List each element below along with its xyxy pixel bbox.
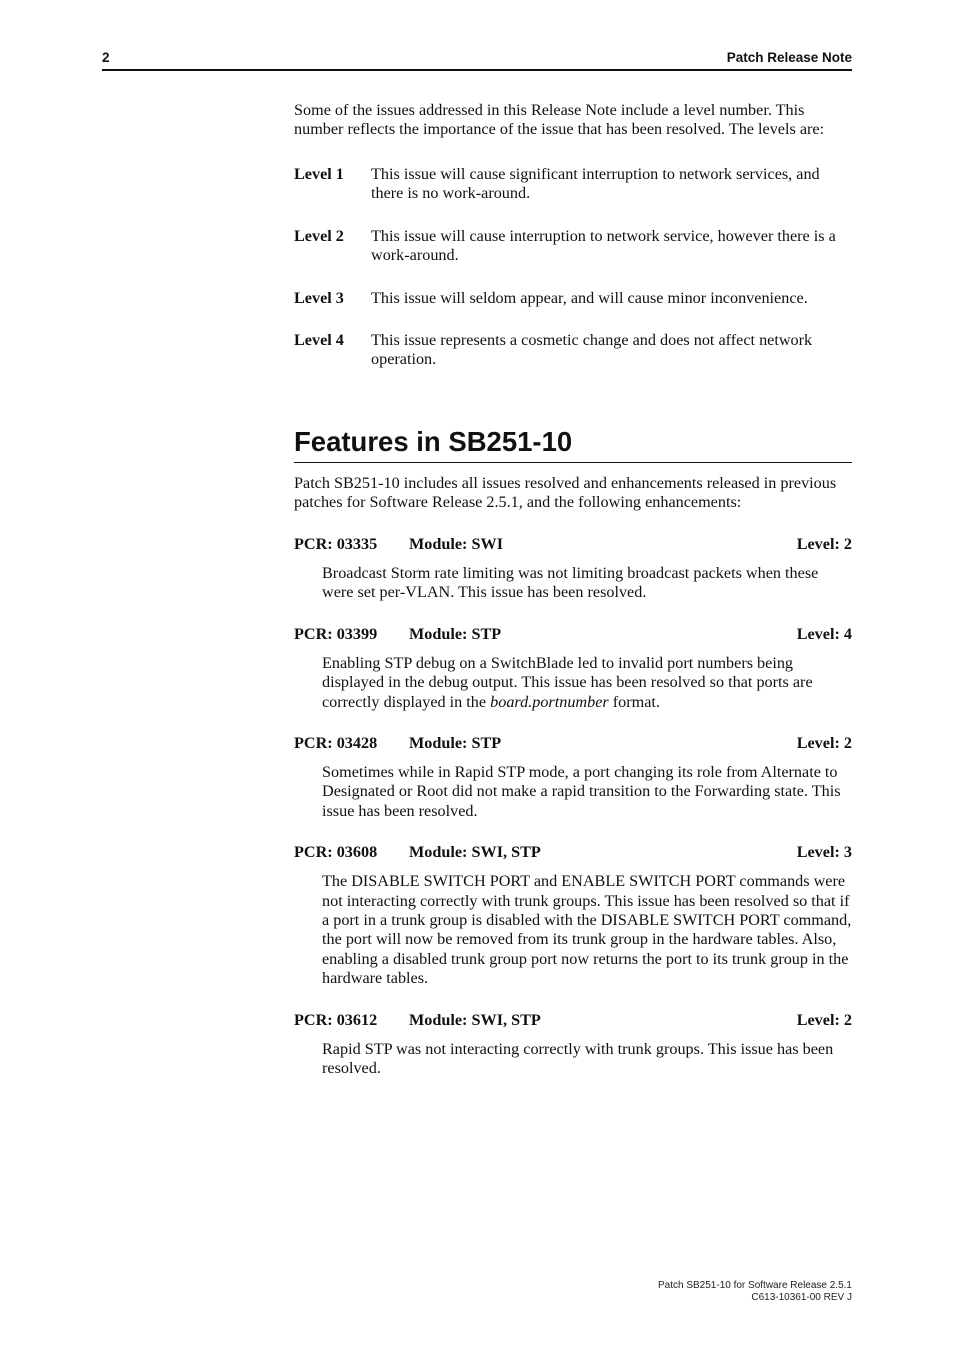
pcr-header [294,843,852,862]
pcr-level: Level: 4 [796,624,852,643]
level-definitions [294,165,852,393]
pcr-description: Broadcast Storm rate limiting was not limiting broadcast packets when these were set per-VLAN. This issue has been resolved. [322,564,819,602]
page-header [102,48,852,71]
pcr-id: PCR: 03399 [294,624,378,643]
level-row [294,165,852,204]
pcr-description: The DISABLE SWITCH PORT and ENABLE SWITCH PORT commands were not interacting correctly with trunk groups. This issue has been resolved so that if a port in a trunk group is disabled with the DISABLE SWITCH PORT command, the port will now be removed from its trunk group in the hardware tables. Also, enabling a disabled trunk group port now returns the port to its trunk group in the hardware tables. [322,872,852,988]
pcr-module: Module: SWI, STP [409,1010,541,1029]
running-title: Patch Release Note [726,50,852,65]
pcr-description-text: format. [608,692,660,711]
footer-line: Patch SB251-10 for Software Release 2.5.1 [657,1280,852,1291]
pcr-header [294,625,852,644]
section-title: Features in SB251-10 [294,422,852,463]
pcr-level: Level: 2 [796,1010,852,1029]
pcr-description-emphasis: board.portnumber [490,692,609,711]
section-intro: Patch SB251-10 includes all issues resolved and enhancements released in previous patches for Software Release 2.5.1, and the following enhancements: [294,474,837,512]
level-name: Level 3 [294,288,344,307]
pcr-header [294,535,852,554]
pcr-description-text: Enabling STP debug on a SwitchBlade led to invalid port numbers being displayed in the debug output. This issue has been resolved so that ports are correctly displayed in the [322,653,813,711]
level-description: This issue represents a cosmetic change and does not affect network operation. [371,331,813,369]
level-name: Level 2 [294,226,344,245]
page-number: 2 [102,50,110,65]
pcr-module: Module: STP [409,734,502,753]
pcr-module: Module: SWI, STP [409,843,541,862]
pcr-description [322,654,852,712]
level-description: This issue will cause interruption to network service, however there is a work-around. [371,226,836,265]
pcr-description: Rapid STP was not interacting correctly with trunk groups. This issue has been resolved. [322,1039,834,1078]
footer-line: C613-10361-00 REV J [751,1292,852,1303]
level-name: Level 1 [294,165,344,183]
level-row [294,331,852,370]
level-row [294,227,852,266]
intro-paragraph: Some of the issues addressed in this Release Note include a level number. This number reflects the importance of the issue that has been resolved. The levels are: [294,101,825,139]
pcr-level: Level: 3 [796,843,852,862]
pcr-level: Level: 2 [796,535,852,553]
pcr-header [294,1011,852,1030]
pcr-id: PCR: 03428 [294,734,378,753]
pcr-entry [294,1011,852,1079]
pcr-id: PCR: 03335 [294,535,378,553]
pcr-entry [294,535,852,603]
level-row [294,289,852,308]
pcr-level: Level: 2 [796,734,852,753]
pcr-header [294,734,852,753]
pcr-id: PCR: 03608 [294,843,378,862]
pcr-entry [294,625,852,712]
level-name: Level 4 [294,331,344,350]
pcr-module: Module: SWI [409,535,503,553]
page-footer [658,1280,852,1304]
level-description: This issue will cause significant interruption to network services, and there is no work-around. [371,165,820,203]
pcr-id: PCR: 03612 [294,1010,378,1029]
pcr-entry [294,734,852,821]
level-description: This issue will seldom appear, and will cause minor inconvenience. [371,288,808,307]
pcr-list [294,535,852,1101]
pcr-description: Sometimes while in Rapid STP mode, a port changing its role from Alternate to Designated or Root did not make a rapid transition to the Forwarding state. This issue has been resolved. [322,763,841,820]
pcr-module: Module: STP [409,624,502,643]
pcr-entry [294,843,852,988]
